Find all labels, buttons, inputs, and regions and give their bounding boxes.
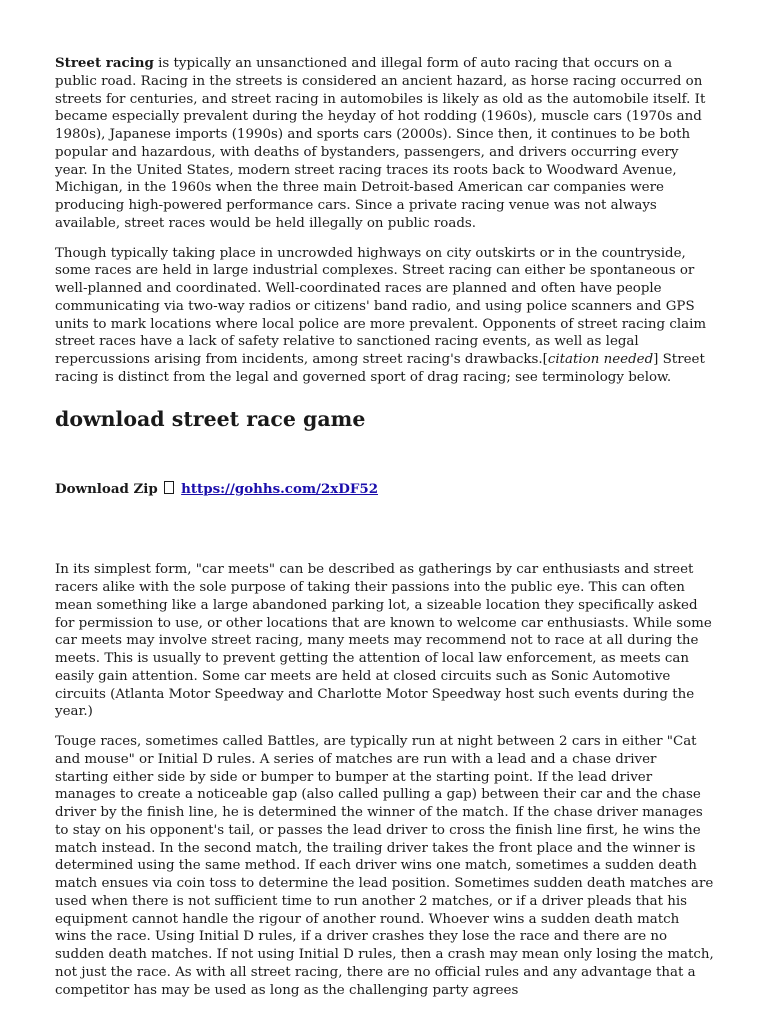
second-paragraph (55, 245, 714, 387)
download-link[interactable]: https://gohhs.com/2xDF52 (181, 480, 379, 497)
intro-paragraph-text: is typically an unsanctioned and illegal form of auto racing that occurs on a public road. Racing in the streets is considered an ancient hazard, as horse racing occurred on streets for centuries, and street racing in automobiles is likely as old as the automobile itself. It became especially prevalent during the heyday of hot rodding (1960s), muscle cars (1970s and 1980s), Japanese imports (1990s) and sports cars (2000s). Since then, it continues to be both popular and hazardous, with deaths of bystanders, passengers, and drivers occurring every year. In the United States, modern street racing traces its roots back to Woodward Avenue, Michigan, in the 1960s when the three main Detroit-based American car companies were producing high-powered performance cars. Since a private racing venue was not always available, street races would be held illegally on public roads. (55, 56, 706, 231)
download-label: Download Zip (55, 480, 158, 497)
missing-glyph-icon (164, 481, 174, 494)
second-paragraph-start: Though typically taking place in uncrowded highways on city outskirts or in the countryside, some races are held in large industrial complexes. Street racing can either be spontaneous or well-planned and coordinated. Well-coordinated races are planned and often have people communicating via two-way radios or citizens' band radio, and using police scanners and GPS units to mark locations where local police are more prevalent. Opponents of street racing claim street races have a lack of safety relative to sanctioned racing events, as well as legal repercussions arising from incidents, among street racing's drawbacks.[ (55, 245, 707, 367)
car-meets-paragraph: In its simplest form, "car meets" can be described as gatherings by car enthusiasts and street racers alike with the sole purpose of taking their passions into the public eye. This can often mean something like a large abandoned parking lot, a sizeable location they specifically asked for permission to use, or other locations that are known to welcome car enthusiasts. While some car meets may involve street racing, many meets may recommend not to race at all during the meets. This is usually to prevent getting the attention of local law enforcement, as meets can easily gain attention. Some car meets are held at closed circuits such as Sonic Automotive circuits (Atlanta Motor Speedway and Charlotte Motor Speedway host such events during the year.) (55, 562, 712, 720)
citation-needed-note: citation needed (547, 352, 654, 367)
intro-bold-term: Street racing (55, 55, 154, 71)
section-heading: download street race game (55, 406, 366, 431)
touge-paragraph: Touge races, sometimes called Battles, are typically run at night between 2 cars in either "Cat and mouse" or Initial D rules. A series of matches are run with a lead and a chase driver starting either side by side or bumper to bumper at the starting point. If the lead driver manages to create a noticeable gap (also called pulling a gap) between their car and the chase driver by the finish line, he is determined the winner of the match. If the chase driver manages to stay on his opponent's tail, or passes the lead driver to cross the finish line first, he wins the match instead. In the second match, the trailing driver takes the front place and the winner is determined using the same method. If each driver wins one match, sometimes a sudden death match ensues via coin toss to determine the lead position. Sometimes sudden death matches are used when there is not sufficient time to run another 2 matches, or if a driver pleads that his equipment cannot handle the rigour of another round. Whoever wins a sudden death match wins the race. Using Initial D rules, if a driver crashes they lose the race and there are no sudden death matches. If not using Initial D rules, then a crash may mean only losing the match, not just the race. As with all street racing, there are no official rules and any advantage that a competitor has may be used as long as the challenging party agrees (55, 734, 714, 998)
download-line (55, 481, 714, 499)
second-paragraph-end: ] Street racing is distinct from the legal and governed sport of drag racing; see terminology below. (55, 352, 705, 385)
intro-paragraph (55, 55, 714, 233)
